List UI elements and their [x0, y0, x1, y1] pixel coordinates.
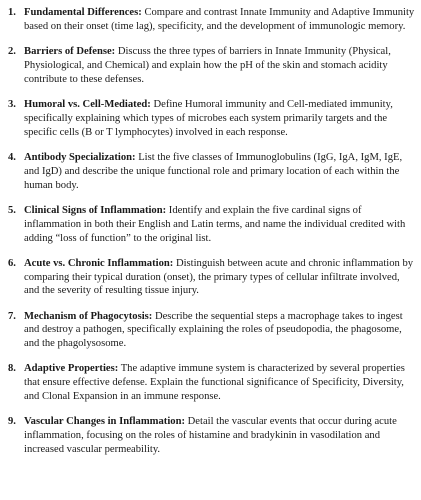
item-number: 8.	[8, 363, 16, 375]
item-number: 3.	[8, 98, 16, 110]
item-body: Compare and contrast Innate Immunity and Adaptive Immunity based on their onset (time lag), specificity, and the development of immunologic memory.	[24, 7, 415, 32]
item-title: Acute vs. Chronic Inflammation:	[24, 257, 174, 269]
question-list	[8, 6, 415, 457]
list-item	[8, 415, 415, 457]
item-title: Clinical Signs of Inflammation:	[24, 204, 167, 216]
list-item	[8, 151, 415, 193]
item-title: Adaptive Properties:	[24, 363, 119, 375]
list-item	[8, 6, 415, 34]
item-body: Describe the sequential steps a macrophage takes to ingest and destroy a pathogen, specifically explaining the roles of pseudopodia, the phagosome, and the phagolysosome.	[24, 310, 403, 350]
item-content	[24, 257, 415, 299]
item-number: 9.	[8, 416, 16, 428]
item-content	[24, 6, 415, 34]
item-title: Fundamental Differences:	[24, 7, 142, 18]
list-item	[8, 310, 415, 352]
item-number: 2.	[8, 46, 16, 57]
item-body: Discuss the three types of barriers in Innate Immunity (Physical, Physiological, and Chemical) and explain how the pH of the skin and stomach acidity contribute to these defenses.	[24, 46, 391, 85]
item-body: List the five classes of Immunoglobulins (IgG, IgA, IgM, IgE, and IgD) and describe the unique functional role and primary location of each within the human body.	[24, 151, 403, 191]
item-content	[24, 98, 415, 140]
item-content	[24, 45, 415, 87]
item-number: 7.	[8, 310, 16, 322]
item-body: The adaptive immune system is characterized by several properties that ensure effective defense. Explain the functional significance of Specificity, Diversity, and Clonal Expansion in an immune response.	[24, 363, 405, 403]
item-number: 1.	[8, 7, 16, 18]
item-body: Identify and explain the five cardinal signs of inflammation in both their English and Latin terms, and name the individual credited with adding “loss of function” to the original list.	[24, 204, 406, 244]
item-number: 6.	[8, 257, 16, 269]
item-content	[24, 151, 415, 193]
item-content	[24, 415, 415, 457]
item-title: Mechanism of Phagocytosis:	[24, 310, 153, 322]
list-item	[8, 257, 415, 299]
item-title: Vascular Changes in Inflammation:	[24, 416, 185, 428]
item-content	[24, 204, 415, 246]
item-title: Humoral vs. Cell-Mediated:	[24, 98, 151, 110]
item-body: Define Humoral immunity and Cell-mediated immunity, specifically explaining which types of microbes each system primarily targets and the specific cells (B or T lymphocytes) involved in each response.	[24, 98, 393, 138]
item-content	[24, 310, 415, 352]
item-number: 4.	[8, 151, 16, 163]
item-title: Antibody Specialization:	[24, 151, 136, 163]
item-title: Barriers of Defense:	[24, 46, 116, 57]
list-item	[8, 45, 415, 87]
list-item	[8, 98, 415, 140]
item-number: 5.	[8, 204, 16, 216]
list-item	[8, 362, 415, 404]
item-body: Detail the vascular events that occur during acute inflammation, focusing on the roles of histamine and bradykinin in vasodilation and increased vascular permeability.	[24, 416, 397, 456]
item-body: Distinguish between acute and chronic inflammation by comparing their typical duration (onset), the primary types of cellular infiltrate involved, and the severity of resulting tissue injury.	[24, 257, 414, 297]
item-content	[24, 362, 415, 404]
list-item	[8, 204, 415, 246]
